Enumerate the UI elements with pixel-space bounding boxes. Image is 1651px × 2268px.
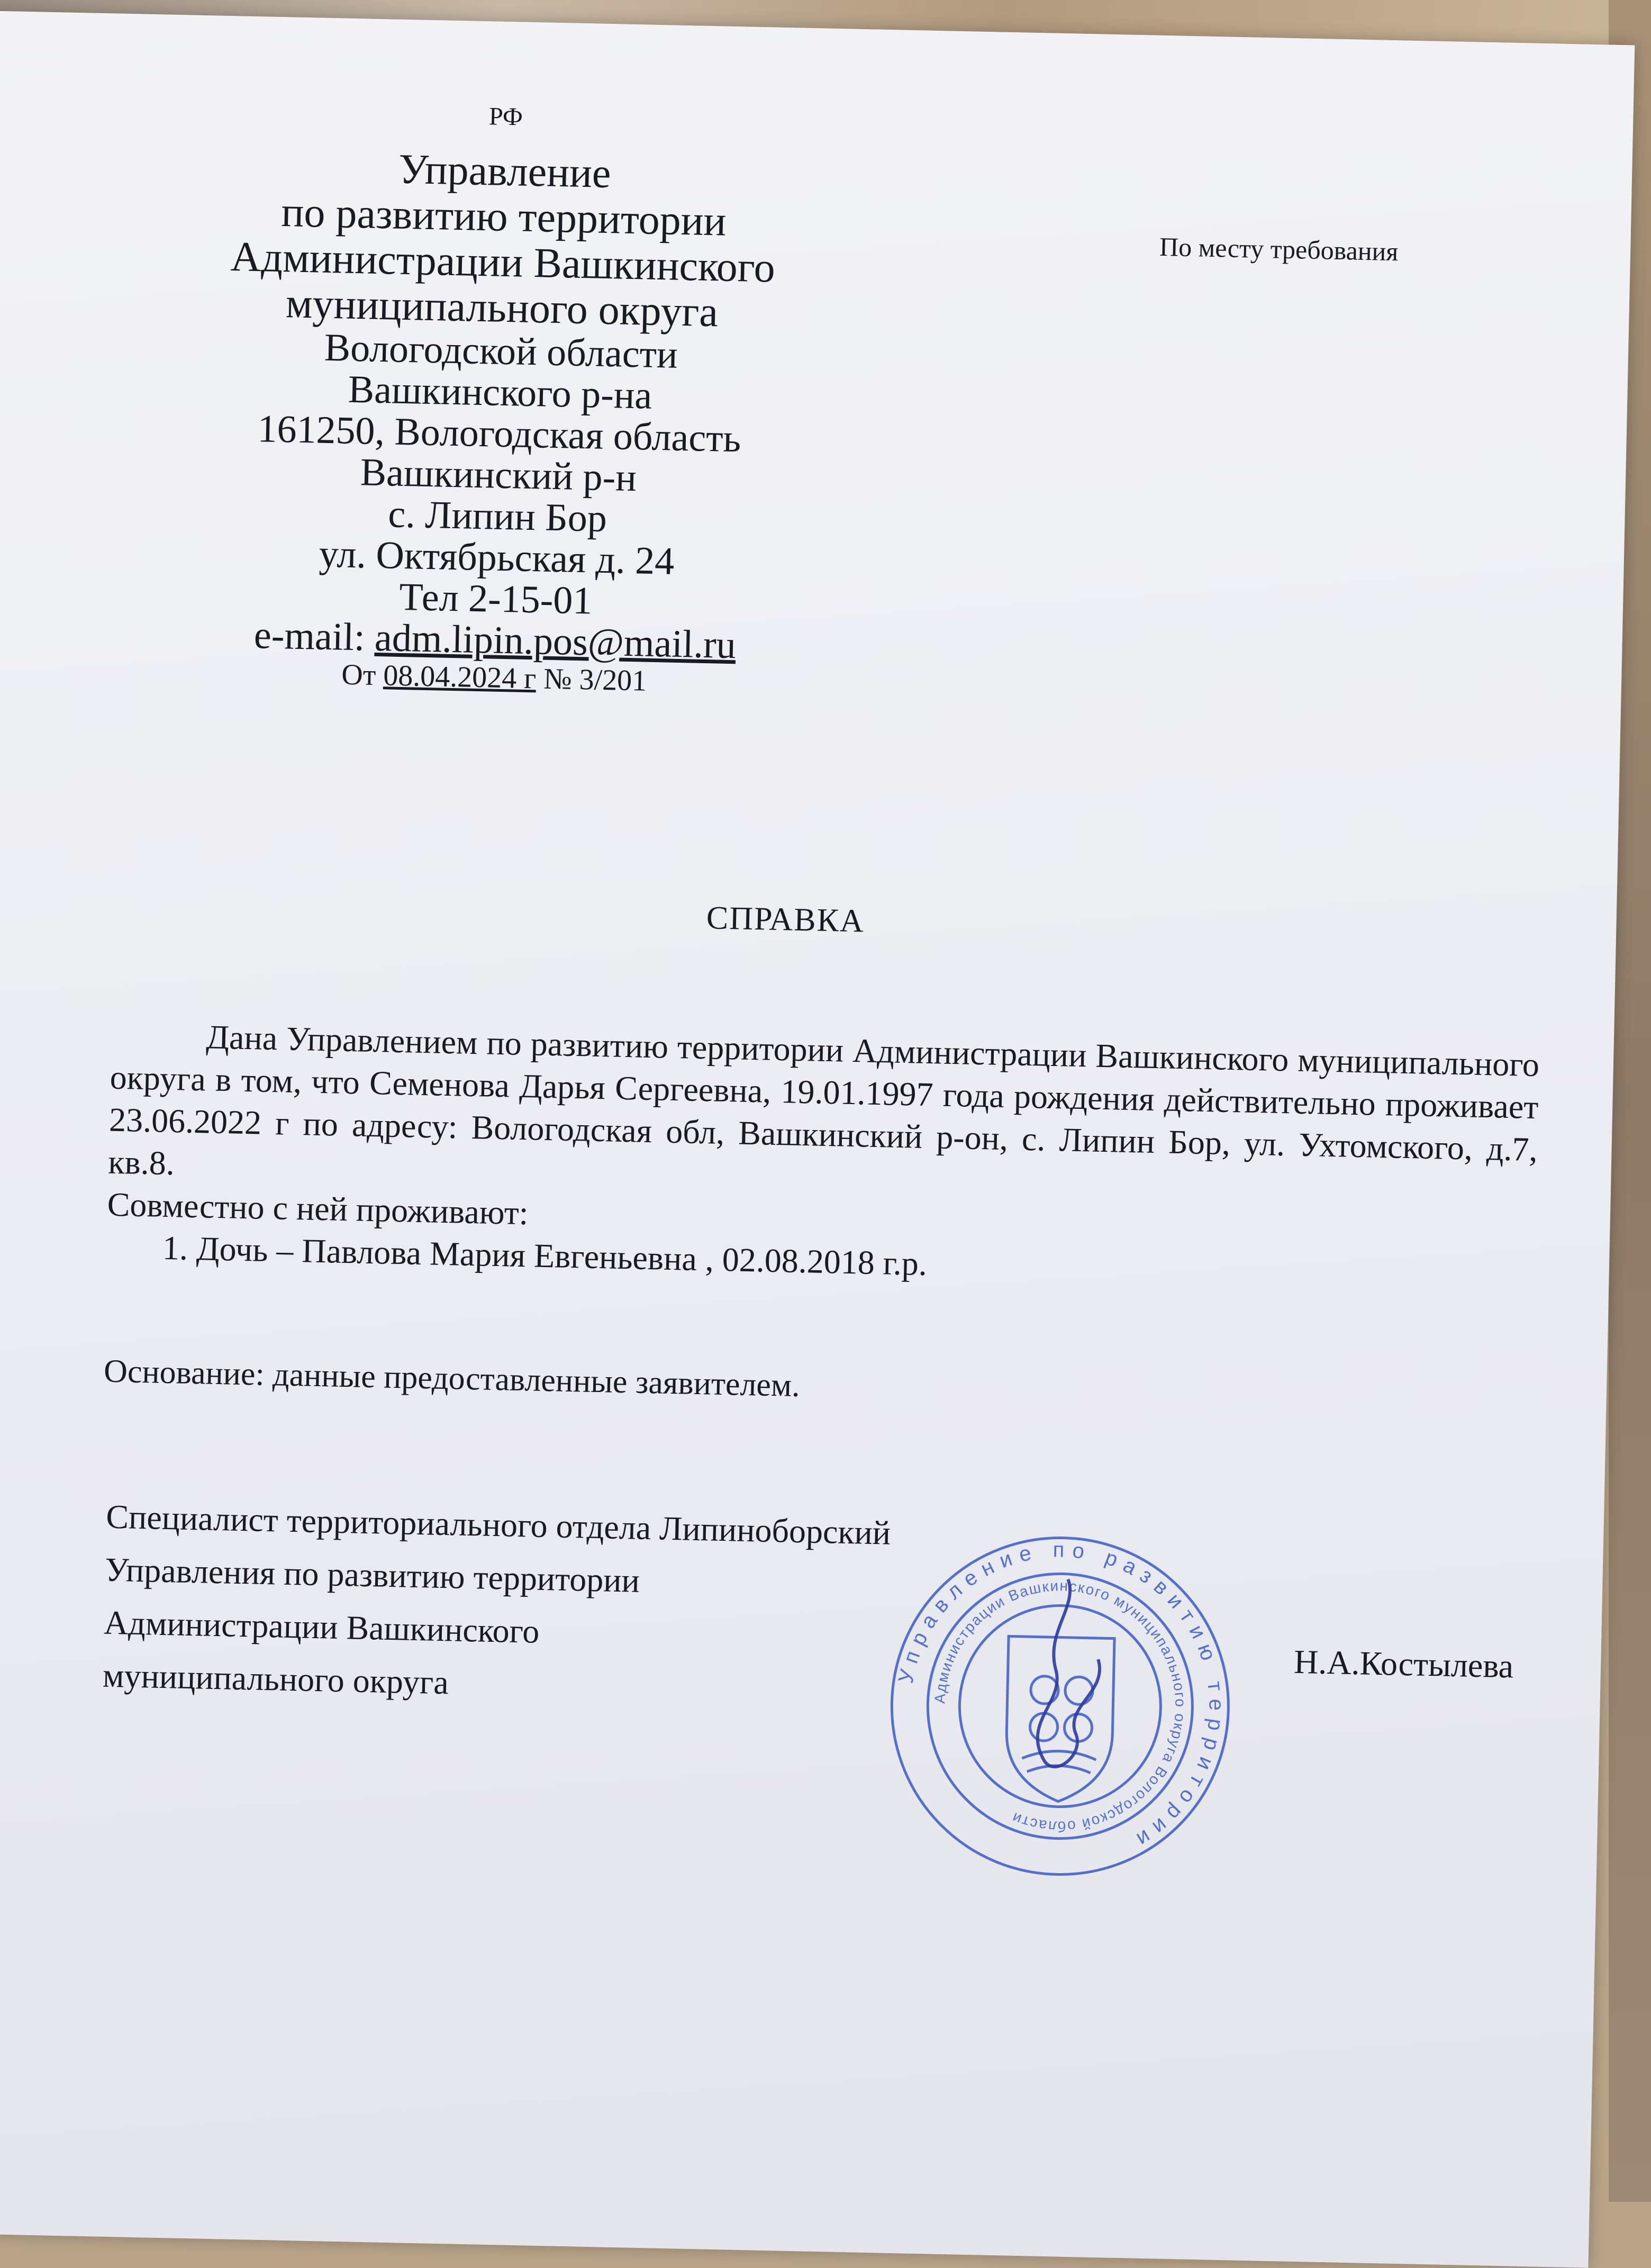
document-number: № 3/201 [543, 662, 647, 698]
official-stamp [882, 1528, 1239, 1885]
letterhead-line: Вашкинского р-на [348, 367, 653, 418]
stamp-outer-text: Управление по развитию территории [894, 1538, 1228, 1855]
list-item: 1. Дочь – Павлова Мария Евгеньевна , 02.08.2018 г.р. [196, 1227, 1535, 1298]
letterhead-line: Тел 2-15-01 [398, 575, 593, 623]
signatory-title-line: Специалист территориального отдела Липиноборский [105, 1497, 891, 1552]
letterhead-line: 161250, Вологодская область [257, 407, 742, 461]
signatory-title-line: Администрации Вашкинского [103, 1603, 540, 1650]
signatory-name: Н.А.Костылева [1293, 1642, 1514, 1685]
document-title: СПРАВКА [706, 900, 865, 939]
letterhead-line: с. Липин Бор [387, 492, 607, 541]
letterhead [197, 95, 802, 701]
body-paragraph: Дана Управлением по развитию территории Администрации Вашкинского муниципального округа в том, что Семенова Дарья Сергеевна, 19.01.1997 года рождения действительно проживает 23.06.2022 г по адресу: Вологодская обл, Вашкинский р-он, с. Липин Бор, ул. Ухтомского, д.7, кв.8. [107, 1018, 1540, 1182]
basis-note: Основание: данные предоставленные заявителем. [103, 1353, 801, 1404]
letterhead-line: муниципального округа [285, 280, 719, 336]
addressee: По месту требования [1159, 231, 1399, 267]
letterhead-line: Вологодской области [324, 326, 678, 377]
document-date: 08.04.2024 г [383, 659, 537, 695]
svg-text:Администрации Вашкинского муни [929, 1575, 1191, 1838]
letterhead-line: Управление [398, 146, 612, 197]
signatory-title-line: муниципального округа [102, 1656, 449, 1702]
email-label: e-mail: [253, 613, 366, 659]
signature-block [102, 1490, 891, 1719]
stamp-inner-text: Администрации Вашкинского муниципального округа Вологодской области [931, 1577, 1189, 1835]
letterhead-line: ул. Октябрьская д. 24 [318, 532, 675, 583]
letterhead-line: Администрации Вашкинского [230, 233, 776, 292]
letterhead-line: по развитию территории [280, 189, 727, 245]
cohabitants-label: Совместно с ней проживают: [107, 1185, 529, 1232]
document-body [106, 1014, 1539, 1298]
sheet [0, 11, 1635, 2268]
signatory-title-line: Управления по развитию территории [104, 1550, 640, 1600]
email-link[interactable]: adm.lipin.pos@mail.ru [374, 616, 737, 667]
date-prefix: От [341, 658, 376, 692]
country-label: РФ [488, 102, 523, 131]
letterhead-line: Вашкинский р-н [359, 450, 637, 500]
